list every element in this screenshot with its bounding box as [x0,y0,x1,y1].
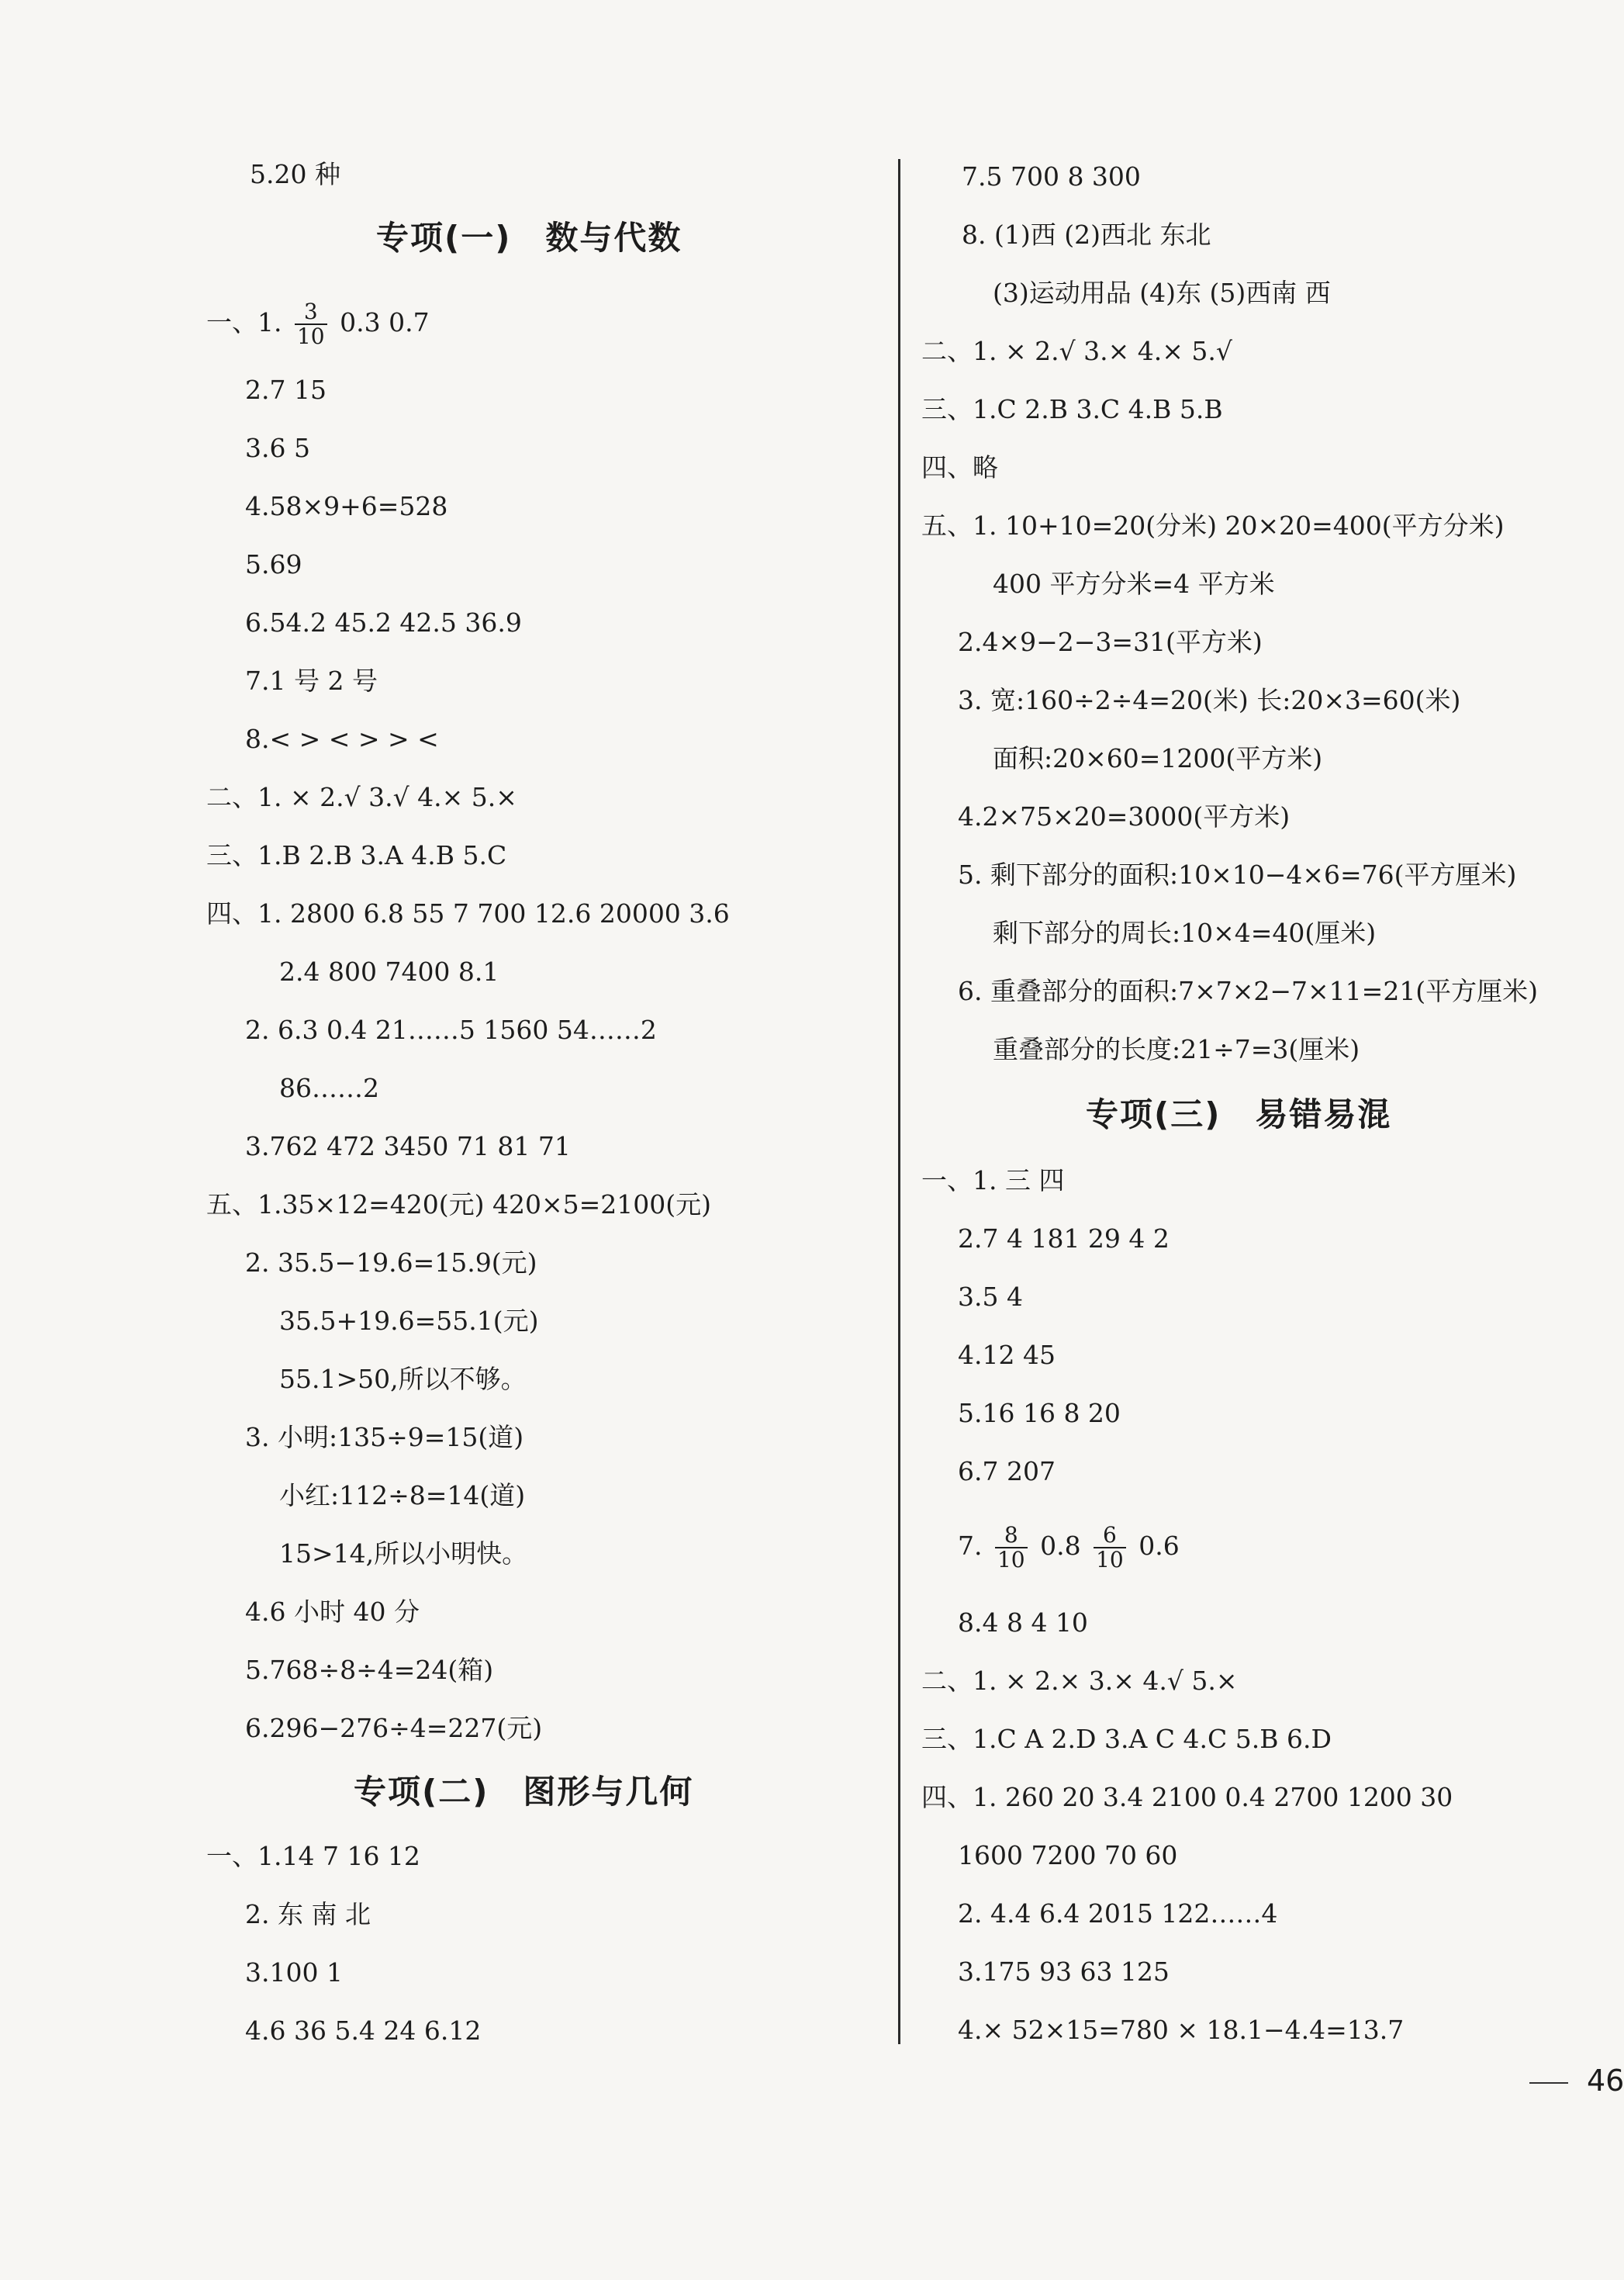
answer-line: 4.× 52×15=780 × 18.1−4.4=13.7 [958,2015,1405,2045]
answer-line: 5.20 种 [250,159,340,189]
answer-line: 3. 宽:160÷2÷4=20(米) 长:20×3=60(米) [958,685,1461,715]
answer-line: 4.6 小时 40 分 [245,1597,420,1627]
answer-line: 3.6 5 [245,433,310,463]
answer-line: 6.7 207 [958,1456,1056,1486]
answer-line: 7.1 号 2 号 [245,666,378,696]
fraction-numerator: 8 [995,1524,1028,1548]
answer-line: 15>14,所以小明快。 [279,1538,528,1569]
answer-line-with-fraction [206,299,430,349]
fraction-numerator: 6 [1094,1524,1126,1548]
answer-line: 2.7 4 181 29 4 2 [958,1223,1170,1254]
answer-line: 7.5 700 8 300 [962,161,1141,192]
answer-line: 8.< > < > > < [245,724,439,754]
answer-line: 三、1.C 2.B 3.C 4.B 5.B [921,394,1223,424]
answer-line: 五、1. 10+10=20(分米) 20×20=400(平方分米) [921,510,1505,541]
section-heading-3: 专项(三) 易错易混 [1086,1095,1392,1133]
answer-line: 6.296−276÷4=227(元) [245,1713,543,1743]
answer-text: 7. [958,1531,990,1561]
answer-line: 二、1. × 2.√ 3.× 4.× 5.√ [921,336,1232,366]
answer-line: 4.2×75×20=3000(平方米) [958,801,1291,832]
fraction-numerator: 3 [295,300,327,325]
section-heading-2: 专项(二) 图形与几何 [354,1773,694,1811]
fraction [295,300,327,348]
answer-line: 55.1>50,所以不够。 [279,1364,527,1394]
answer-line: 5.16 16 8 20 [958,1398,1121,1428]
answer-line-with-fractions [958,1522,1180,1572]
answer-line: 一、1.14 7 16 12 [206,1841,420,1871]
fraction-denominator: 10 [296,323,325,349]
answer-line: 3.762 472 3450 71 81 71 [245,1131,571,1161]
answer-line: (3)运动用品 (4)东 (5)西南 西 [993,278,1331,308]
answer-line: 2. 东 南 北 [245,1899,371,1929]
answer-line: 三、1.B 2.B 3.A 4.B 5.C [206,840,507,870]
answer-line: 2.4 800 7400 8.1 [279,957,499,987]
answer-line: 1600 7200 70 60 [958,1840,1178,1870]
answer-line: 8. (1)西 (2)西北 东北 [962,220,1211,250]
answer-line: 一、1. 三 四 [921,1165,1065,1195]
answer-line: 剩下部分的周长:10×4=40(厘米) [993,918,1377,948]
section-heading-1: 专项(一) 数与代数 [376,219,682,257]
answer-line: 2.7 15 [245,375,327,405]
answer-line: 8.4 8 4 10 [958,1607,1088,1638]
answer-text: 0.3 0.7 [331,307,430,337]
answer-line: 5.768÷8÷4=24(箱) [245,1655,494,1685]
fraction-denominator: 10 [997,1547,1025,1572]
answer-line: 二、1. × 2.× 3.× 4.√ 5.× [921,1666,1238,1696]
answer-line: 2. 6.3 0.4 21……5 1560 54……2 [245,1015,657,1045]
answer-line: 4.6 36 5.4 24 6.12 [245,2015,482,2046]
answer-line: 五、1.35×12=420(元) 420×5=2100(元) [206,1189,712,1220]
answer-line: 四、1. 2800 6.8 55 7 700 12.6 20000 3.6 [206,898,730,929]
answer-line: 2.4×9−2−3=31(平方米) [958,627,1263,657]
answer-line: 35.5+19.6=55.1(元) [279,1306,539,1336]
answer-line: 3.5 4 [958,1282,1023,1312]
answer-line: 5. 剩下部分的面积:10×10−4×6=76(平方厘米) [958,860,1517,890]
fraction [1094,1524,1126,1572]
page-number [1529,2064,1624,2098]
answer-line: 6.54.2 45.2 42.5 36.9 [245,607,522,638]
answer-line: 重叠部分的长度:21÷7=3(厘米) [993,1034,1360,1064]
answer-line: 小红:112÷8=14(道) [279,1480,526,1510]
answer-line: 6. 重叠部分的面积:7×7×2−7×11=21(平方厘米) [958,976,1539,1006]
answer-text: 0.6 [1130,1531,1180,1561]
answer-line: 2. 4.4 6.4 2015 122……4 [958,1898,1278,1929]
answer-line: 二、1. × 2.√ 3.√ 4.× 5.× [206,782,517,812]
fraction-denominator: 10 [1096,1547,1124,1572]
answer-line: 4.12 45 [958,1340,1056,1370]
answer-line: 5.69 [245,549,302,580]
answer-line: 3.100 1 [245,1957,343,1988]
page-number-value: 46 [1587,2064,1624,2098]
answer-line: 3.175 93 63 125 [958,1957,1170,1987]
answer-line: 400 平方分米=4 平方米 [993,569,1275,599]
answer-line: 2. 35.5−19.6=15.9(元) [245,1247,537,1278]
fraction [995,1524,1028,1572]
page-number-dash [1529,2082,1568,2084]
answer-line: 4.58×9+6=528 [245,491,448,521]
answer-line: 三、1.C A 2.D 3.A C 4.C 5.B 6.D [921,1724,1332,1754]
answer-line: 四、略 [921,452,998,483]
answer-text: 0.8 [1031,1531,1090,1561]
column-divider [898,159,900,2044]
answer-line: 3. 小明:135÷9=15(道) [245,1422,524,1452]
answer-line: 四、1. 260 20 3.4 2100 0.4 2700 1200 30 [921,1782,1453,1812]
answer-line: 86……2 [279,1073,379,1103]
answer-text: 一、1. [206,307,290,337]
answer-line: 面积:20×60=1200(平方米) [993,743,1323,773]
